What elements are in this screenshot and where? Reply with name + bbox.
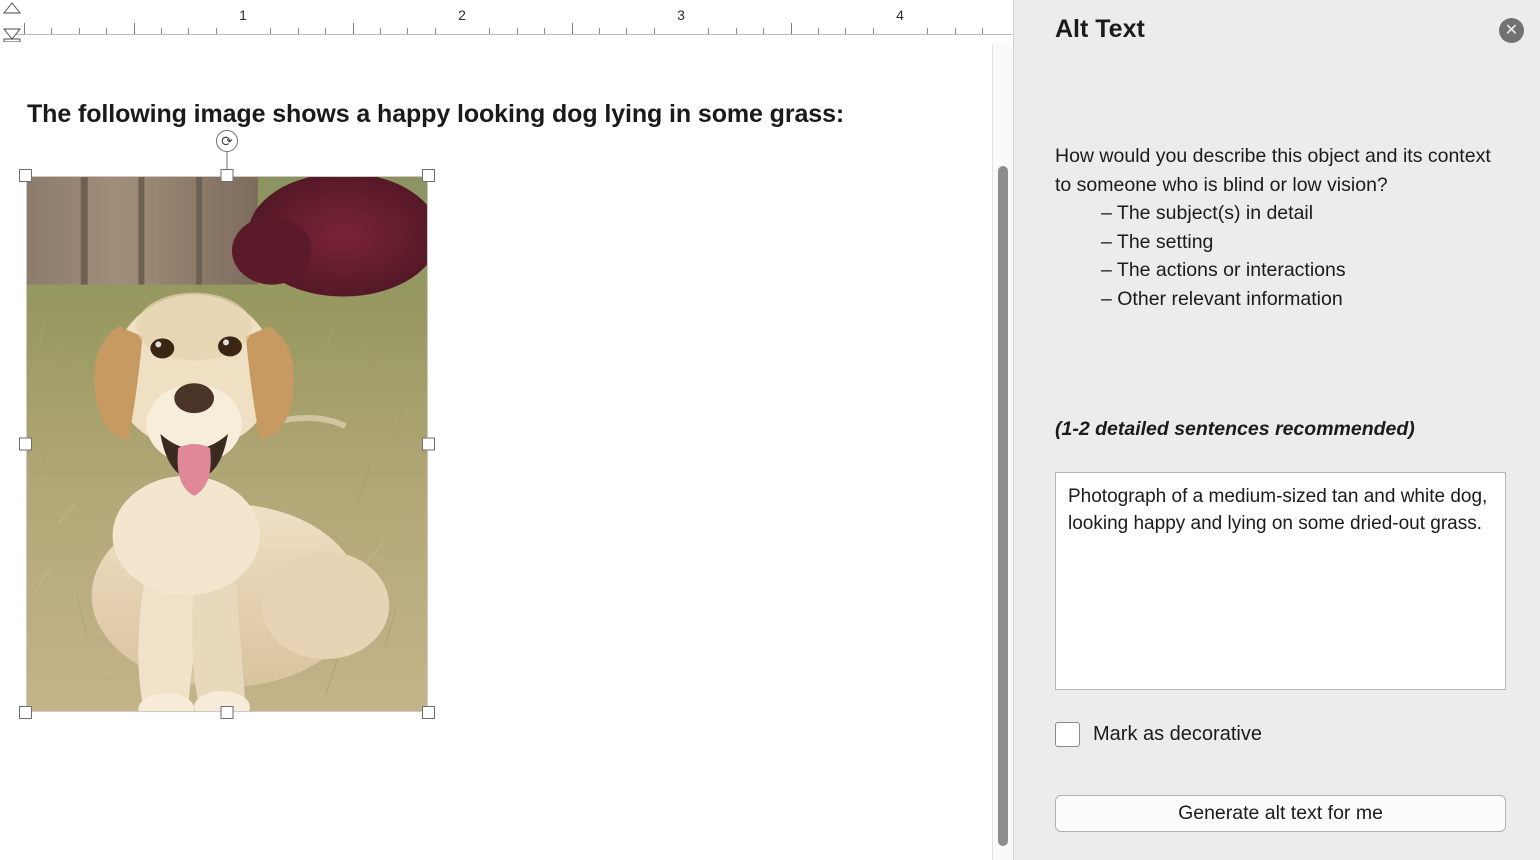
list-item: – The setting xyxy=(1101,230,1214,253)
ruler-tick xyxy=(572,23,573,34)
ruler-tick xyxy=(106,28,107,34)
ruler-tick xyxy=(24,23,25,34)
resize-handle-bottom-center[interactable] xyxy=(221,706,234,719)
ruler-tick xyxy=(353,23,354,34)
selected-image-object[interactable] xyxy=(26,133,428,712)
ruler-number: 4 xyxy=(896,7,904,23)
resize-handle-middle-left[interactable] xyxy=(19,438,32,451)
alt-text-question: How would you describe this object and its context to someone who is blind or low vision? xyxy=(1055,145,1491,196)
alt-text-panel xyxy=(1013,0,1540,860)
resize-handle-bottom-left[interactable] xyxy=(19,706,32,719)
ruler-tick xyxy=(626,28,627,34)
mark-as-decorative-label: Mark as decorative xyxy=(1093,723,1262,745)
ruler-tick xyxy=(927,28,928,34)
resize-handle-middle-right[interactable] xyxy=(422,438,435,451)
ruler-tick xyxy=(982,28,983,34)
list-item: – Other relevant information xyxy=(1101,287,1343,310)
ruler-tick xyxy=(51,28,52,34)
mark-as-decorative-row[interactable] xyxy=(1055,722,1262,747)
ruler-tick xyxy=(763,28,764,34)
dog-photo[interactable] xyxy=(26,176,428,712)
ruler-tick xyxy=(134,23,135,34)
list-item: – The actions or interactions xyxy=(1101,259,1346,281)
ruler-tick xyxy=(298,28,299,34)
ruler-tick xyxy=(407,28,408,34)
resize-handle-top-center[interactable] xyxy=(221,169,234,182)
alt-text-input[interactable] xyxy=(1055,472,1506,690)
document-paragraph[interactable]: The following image shows a happy looking dog lying in some grass: xyxy=(27,100,845,128)
ruler-tick xyxy=(161,28,162,34)
scrollbar-thumb[interactable] xyxy=(998,166,1008,846)
resize-handle-top-right[interactable] xyxy=(422,169,435,182)
first-line-indent-marker[interactable] xyxy=(3,2,21,14)
ruler-tick xyxy=(435,28,436,34)
list-item: – The subject(s) in detail xyxy=(1101,202,1314,224)
ruler-tick xyxy=(736,28,737,34)
ruler-tick xyxy=(599,28,600,34)
ruler-tick xyxy=(188,28,189,34)
ruler-tick xyxy=(708,28,709,34)
panel-title: Alt Text xyxy=(1055,15,1145,43)
ruler-tick xyxy=(517,28,518,34)
ruler-tick xyxy=(216,28,217,34)
ruler-tick xyxy=(818,28,819,34)
ruler-tick xyxy=(873,28,874,34)
resize-handle-bottom-right[interactable] xyxy=(422,706,435,719)
ruler-number: 2 xyxy=(458,7,466,23)
ruler-tick xyxy=(325,28,326,34)
rotate-icon[interactable]: ⟳ xyxy=(216,130,238,152)
document-scrollbar[interactable] xyxy=(992,44,1013,860)
alt-text-header xyxy=(1014,0,1540,62)
horizontal-ruler[interactable] xyxy=(0,0,1013,45)
resize-handle-top-left[interactable] xyxy=(19,169,32,182)
ruler-tick xyxy=(654,28,655,34)
ruler-tick xyxy=(544,28,545,34)
ruler-tick xyxy=(270,28,271,34)
alt-text-instructions xyxy=(1055,142,1507,313)
ruler-track xyxy=(12,8,1012,35)
ruler-tick xyxy=(955,28,956,34)
ruler-tick xyxy=(489,28,490,34)
ruler-tick xyxy=(845,28,846,34)
ruler-tick xyxy=(791,23,792,34)
document-canvas[interactable] xyxy=(0,44,993,860)
close-icon[interactable]: ✕ xyxy=(1499,18,1524,43)
alt-text-bullet-list xyxy=(1101,199,1507,313)
ruler-number: 1 xyxy=(239,7,247,23)
ruler-tick xyxy=(380,28,381,34)
generate-alt-text-button[interactable]: Generate alt text for me xyxy=(1055,795,1506,832)
left-indent-marker[interactable] xyxy=(3,28,21,42)
mark-as-decorative-checkbox[interactable] xyxy=(1055,722,1080,747)
alt-text-recommendation: (1-2 detailed sentences recommended) xyxy=(1055,418,1415,440)
ruler-number: 3 xyxy=(677,7,685,23)
ruler-tick xyxy=(79,28,80,34)
